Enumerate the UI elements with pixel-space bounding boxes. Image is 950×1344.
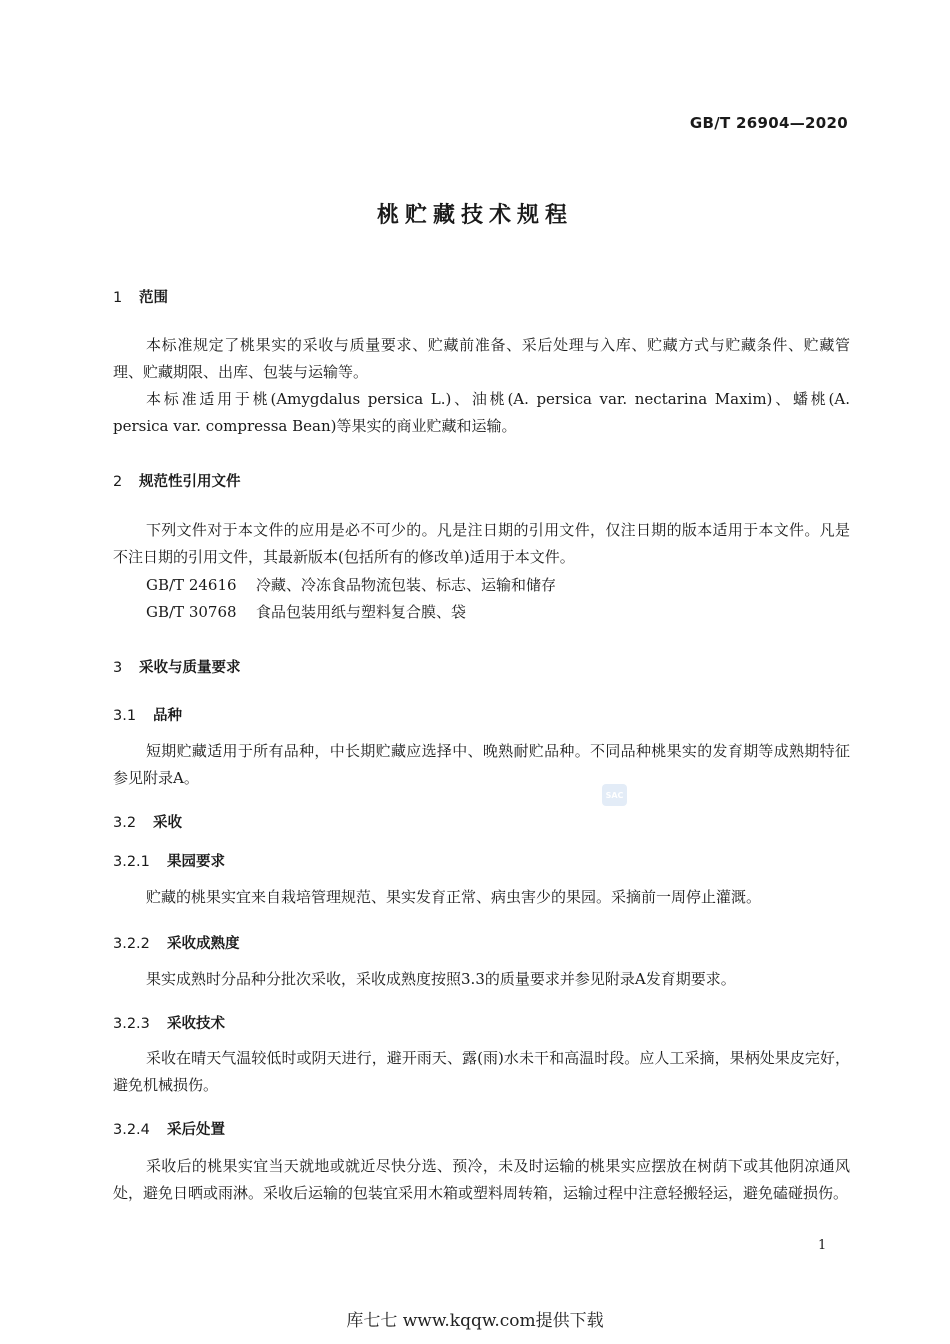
reference-title: 食品包装用纸与塑料复合膜、袋 (256, 603, 467, 621)
reference-item (146, 574, 556, 595)
section-3-2-2-heading (113, 932, 240, 953)
section-number: 2 (113, 474, 123, 490)
section-number: 3.2.1 (113, 854, 150, 870)
section-title: 规范性引用文件 (139, 474, 241, 490)
section-3-2-3-paragraph: 采收在晴天气温较低时或阴天进行，避开雨天、露(雨)水未干和高温时段。应人工采摘，果柄处果皮完好，避免机械损伤。 (113, 1049, 850, 1094)
section-number: 1 (113, 290, 123, 306)
section-2-paragraph-1: 下列文件对于本文件的应用是必不可少的。凡是注日期的引用文件，仅注日期的版本适用于本文件。凡是不注日期的引用文件，其最新版本(包括所有的修改单)适用于本文件。 (113, 521, 850, 566)
section-title: 范围 (139, 290, 168, 306)
sac-watermark: SAC (602, 784, 627, 806)
section-1-paragraph-1: 本标准规定了桃果实的采收与质量要求、贮藏前准备、采后处理与入库、贮藏方式与贮藏条件、贮藏管理、贮藏期限、出库、包装与运输等。 (113, 336, 850, 381)
reference-code: GB/T 24616 (146, 576, 237, 594)
reference-code: GB/T 30768 (146, 603, 237, 621)
section-number: 3.2 (113, 815, 137, 831)
footer-download-note: 库七七 www.kqqw.com提供下载 (346, 1311, 604, 1331)
section-3-heading (113, 656, 241, 677)
section-number: 3.1 (113, 708, 137, 724)
document-title: 桃贮藏技术规程 (376, 203, 573, 228)
section-3-1-paragraph: 短期贮藏适用于所有品种，中长期贮藏应选择中、晚熟耐贮品种。不同品种桃果实的发育期等成熟期特征参见附录A。 (113, 742, 850, 787)
reference-item (146, 601, 466, 622)
section-number: 3.2.3 (113, 1016, 150, 1032)
section-1-heading (113, 286, 168, 307)
section-3-2-1-paragraph: 贮藏的桃果实宜来自栽培管理规范、果实发育正常、病虫害少的果园。采摘前一周停止灌溉。 (146, 888, 762, 906)
section-3-2-1-heading (113, 850, 225, 871)
section-title: 采后处置 (167, 1122, 225, 1138)
section-title: 采收成熟度 (167, 936, 240, 952)
section-3-1-heading (113, 704, 182, 725)
section-3-2-4-heading (113, 1118, 225, 1139)
section-number: 3.2.4 (113, 1122, 150, 1138)
section-2-heading (113, 470, 241, 491)
section-title: 果园要求 (167, 854, 225, 870)
section-3-2-3-heading (113, 1012, 225, 1033)
reference-title: 冷藏、冷冻食品物流包装、标志、运输和储存 (256, 576, 557, 594)
section-title: 采收与质量要求 (139, 660, 241, 676)
section-3-2-2-paragraph: 果实成熟时分品种分批次采收，采收成熟度按照3.3的质量要求并参见附录A发育期要求。 (146, 970, 736, 988)
section-number: 3.2.2 (113, 936, 150, 952)
section-title: 采收技术 (167, 1016, 225, 1032)
section-title: 品种 (153, 708, 182, 724)
section-title: 采收 (153, 815, 182, 831)
section-1-paragraph-2: 本标准适用于桃(Amygdalus persica L.)、油桃(A. persica var. nectarina Maxim)、蟠桃(A. persica var. compressa Bean)等果实的商业贮藏和运输。 (113, 390, 850, 435)
page-number: 1 (818, 1238, 827, 1253)
section-number: 3 (113, 660, 123, 676)
section-3-2-4-paragraph: 采收后的桃果实宜当天就地或就近尽快分选、预冷，未及时运输的桃果实应摆放在树荫下或其他阴凉通风处，避免日晒或雨淋。采收后运输的包装宜采用木箱或塑料周转箱，运输过程中注意轻搬轻运，避免磕碰损伤。 (113, 1157, 850, 1202)
standard-number: GB/T 26904—2020 (689, 114, 848, 132)
section-3-2-heading (113, 811, 182, 832)
